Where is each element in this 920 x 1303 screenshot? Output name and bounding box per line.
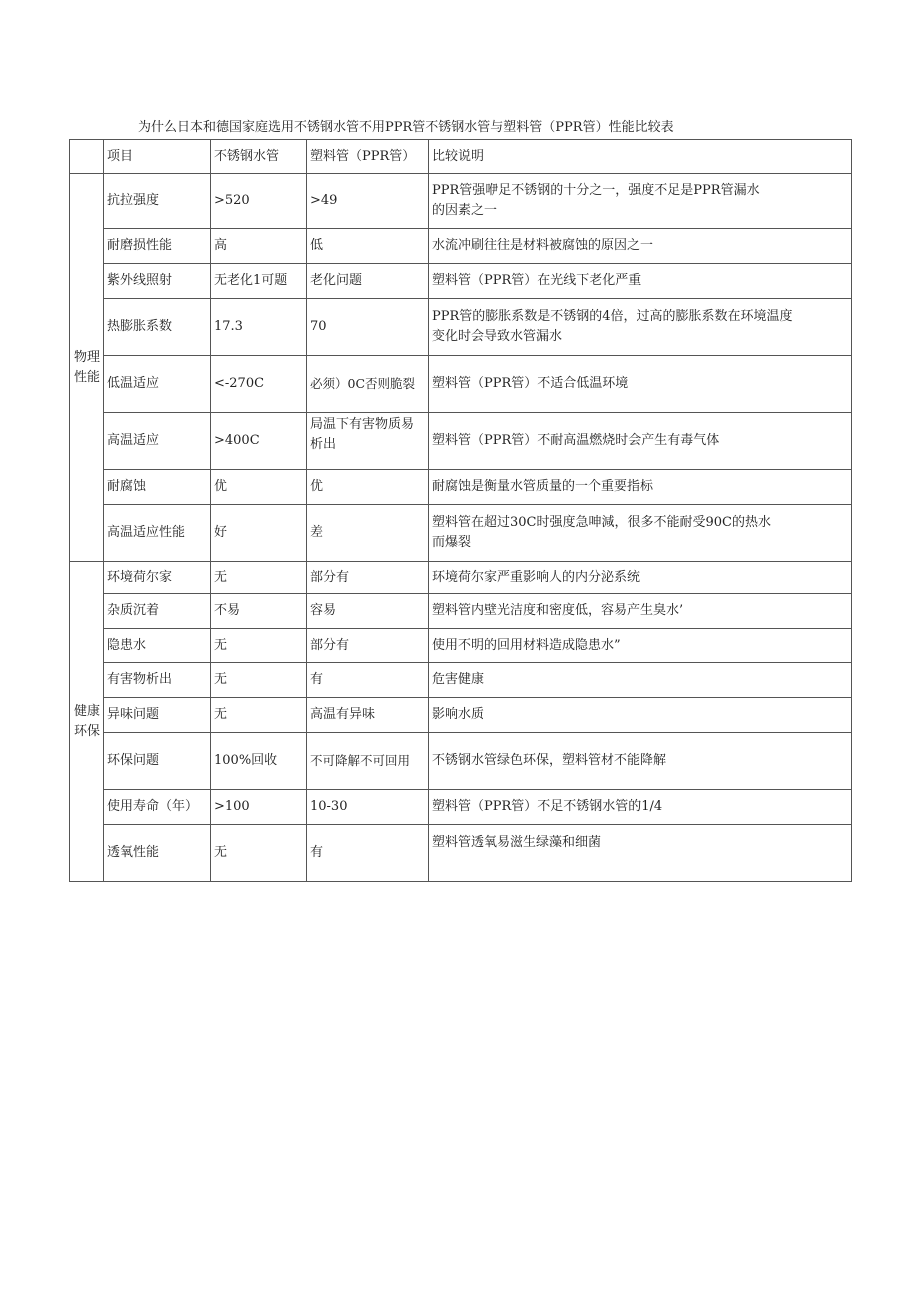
table-row <box>70 562 852 594</box>
plastic-cell: 老化问题 <box>307 264 429 299</box>
steel-cell: 优 <box>211 470 307 505</box>
item-cell: 有害物析出 <box>104 663 211 698</box>
item-cell: 高温适应性能 <box>104 505 211 562</box>
steel-cell: 无 <box>211 698 307 733</box>
item-cell: 环境荷尔家 <box>104 562 211 594</box>
table-row <box>70 629 852 663</box>
category-cell-health <box>70 562 104 882</box>
plastic-cell: 部分有 <box>307 629 429 663</box>
category-label: 健康环保 <box>73 703 100 739</box>
table-row <box>70 733 852 790</box>
note-cell: 塑料管（PPR管）不足不锈钢水管的1/4 <box>429 790 852 825</box>
item-cell: 高温适应 <box>104 413 211 470</box>
plastic-cell: 容易 <box>307 594 429 629</box>
plastic-cell: 必须）0C否则脆裂 <box>307 356 429 413</box>
table-row <box>70 229 852 264</box>
item-cell: 耐磨损性能 <box>104 229 211 264</box>
header-cell-item: 项目 <box>104 140 211 174</box>
table-row <box>70 264 852 299</box>
plastic-cell: 有 <box>307 663 429 698</box>
note-cell: 塑料管（PPR管）在光线下老化严重 <box>429 264 852 299</box>
steel-cell: 好 <box>211 505 307 562</box>
plastic-cell: 部分有 <box>307 562 429 594</box>
header-cell-plastic: 塑料管（PPR管） <box>307 140 429 174</box>
table-row <box>70 663 852 698</box>
steel-cell: <-270C <box>211 356 307 413</box>
steel-cell: 无 <box>211 629 307 663</box>
plastic-cell: 差 <box>307 505 429 562</box>
plastic-cell: 优 <box>307 470 429 505</box>
category-label: 物理性能 <box>73 349 100 385</box>
item-cell: 耐腐蚀 <box>104 470 211 505</box>
plastic-cell: >49 <box>307 174 429 229</box>
note-cell: 塑料管在超过30C时强度急呻減，很多不能耐受90C的热水而爆裂 <box>429 505 852 562</box>
item-cell: 异味问题 <box>104 698 211 733</box>
item-cell: 使用寿命（年） <box>104 790 211 825</box>
note-cell: 塑料管（PPR管）不耐高温燃烧时会产生有毒气体 <box>429 413 852 470</box>
category-cell-physical <box>70 174 104 562</box>
table-row <box>70 356 852 413</box>
steel-cell: >400C <box>211 413 307 470</box>
table-row <box>70 413 852 470</box>
plastic-cell: 不可降解不可回用 <box>307 733 429 790</box>
note-cell: PPR管强咿足不锈钢的十分之一，强度不足是PPR管漏水的因素之一 <box>429 174 852 229</box>
note-cell: 环境荷尔家严重影响人的内分泌系统 <box>429 562 852 594</box>
item-cell: 透氧性能 <box>104 825 211 882</box>
steel-cell: 无 <box>211 825 307 882</box>
note-cell: PPR管的膨胀系数是不锈钢的4倍，过高的膨胀系数在环境温度变化时会导致水管漏水 <box>429 299 852 356</box>
table-row <box>70 790 852 825</box>
plastic-cell: 70 <box>307 299 429 356</box>
steel-cell: 无 <box>211 562 307 594</box>
steel-cell: 不易 <box>211 594 307 629</box>
item-cell: 杂质沉着 <box>104 594 211 629</box>
note-cell: 危害健康 <box>429 663 852 698</box>
note-cell: 水流冲刷往往是材料被腐蚀的原因之一 <box>429 229 852 264</box>
plastic-cell: 高温有异味 <box>307 698 429 733</box>
item-cell: 抗拉强度 <box>104 174 211 229</box>
plastic-cell: 局温下有害物质易析出 <box>307 413 429 470</box>
header-cell-note: 比较说明 <box>429 140 852 174</box>
plastic-cell: 低 <box>307 229 429 264</box>
note-cell: 塑料管内壁光洁度和密度低，容易产生臭水’ <box>429 594 852 629</box>
steel-cell: >100 <box>211 790 307 825</box>
note-cell: 耐腐蚀是衡量水管质量的一个重要指标 <box>429 470 852 505</box>
plastic-cell: 10-30 <box>307 790 429 825</box>
plastic-cell: 有 <box>307 825 429 882</box>
steel-cell: >520 <box>211 174 307 229</box>
table-row <box>70 299 852 356</box>
header-row <box>70 140 852 174</box>
item-cell: 环保问题 <box>104 733 211 790</box>
item-cell: 紫外线照射 <box>104 264 211 299</box>
item-cell: 热膨胀系数 <box>104 299 211 356</box>
steel-cell: 100%回收 <box>211 733 307 790</box>
table-row <box>70 470 852 505</box>
table-row <box>70 594 852 629</box>
note-cell: 影响水质 <box>429 698 852 733</box>
steel-cell: 无老化1可题 <box>211 264 307 299</box>
note-cell: 塑料管（PPR管）不适合低温环境 <box>429 356 852 413</box>
comparison-table <box>69 139 852 882</box>
note-cell: 塑料管透氧易滋生绿藻和细菌 <box>429 825 852 882</box>
header-cell-blank <box>70 140 104 174</box>
steel-cell: 无 <box>211 663 307 698</box>
note-cell: 使用不明的回用材料造成隐患水” <box>429 629 852 663</box>
table-row <box>70 698 852 733</box>
steel-cell: 17.3 <box>211 299 307 356</box>
header-cell-steel: 不锈钢水管 <box>211 140 307 174</box>
item-cell: 隐患水 <box>104 629 211 663</box>
steel-cell: 高 <box>211 229 307 264</box>
item-cell: 低温适应 <box>104 356 211 413</box>
table-row <box>70 825 852 882</box>
table-row <box>70 505 852 562</box>
table-row <box>70 174 852 229</box>
page-title: 为什么日本和德国家庭选用不锈钢水管不用PPR管不锈钢水管与塑料管（PPR管）性能比较表 <box>138 120 674 135</box>
note-cell: 不锈钢水管绿色环保，塑料管材不能降解 <box>429 733 852 790</box>
